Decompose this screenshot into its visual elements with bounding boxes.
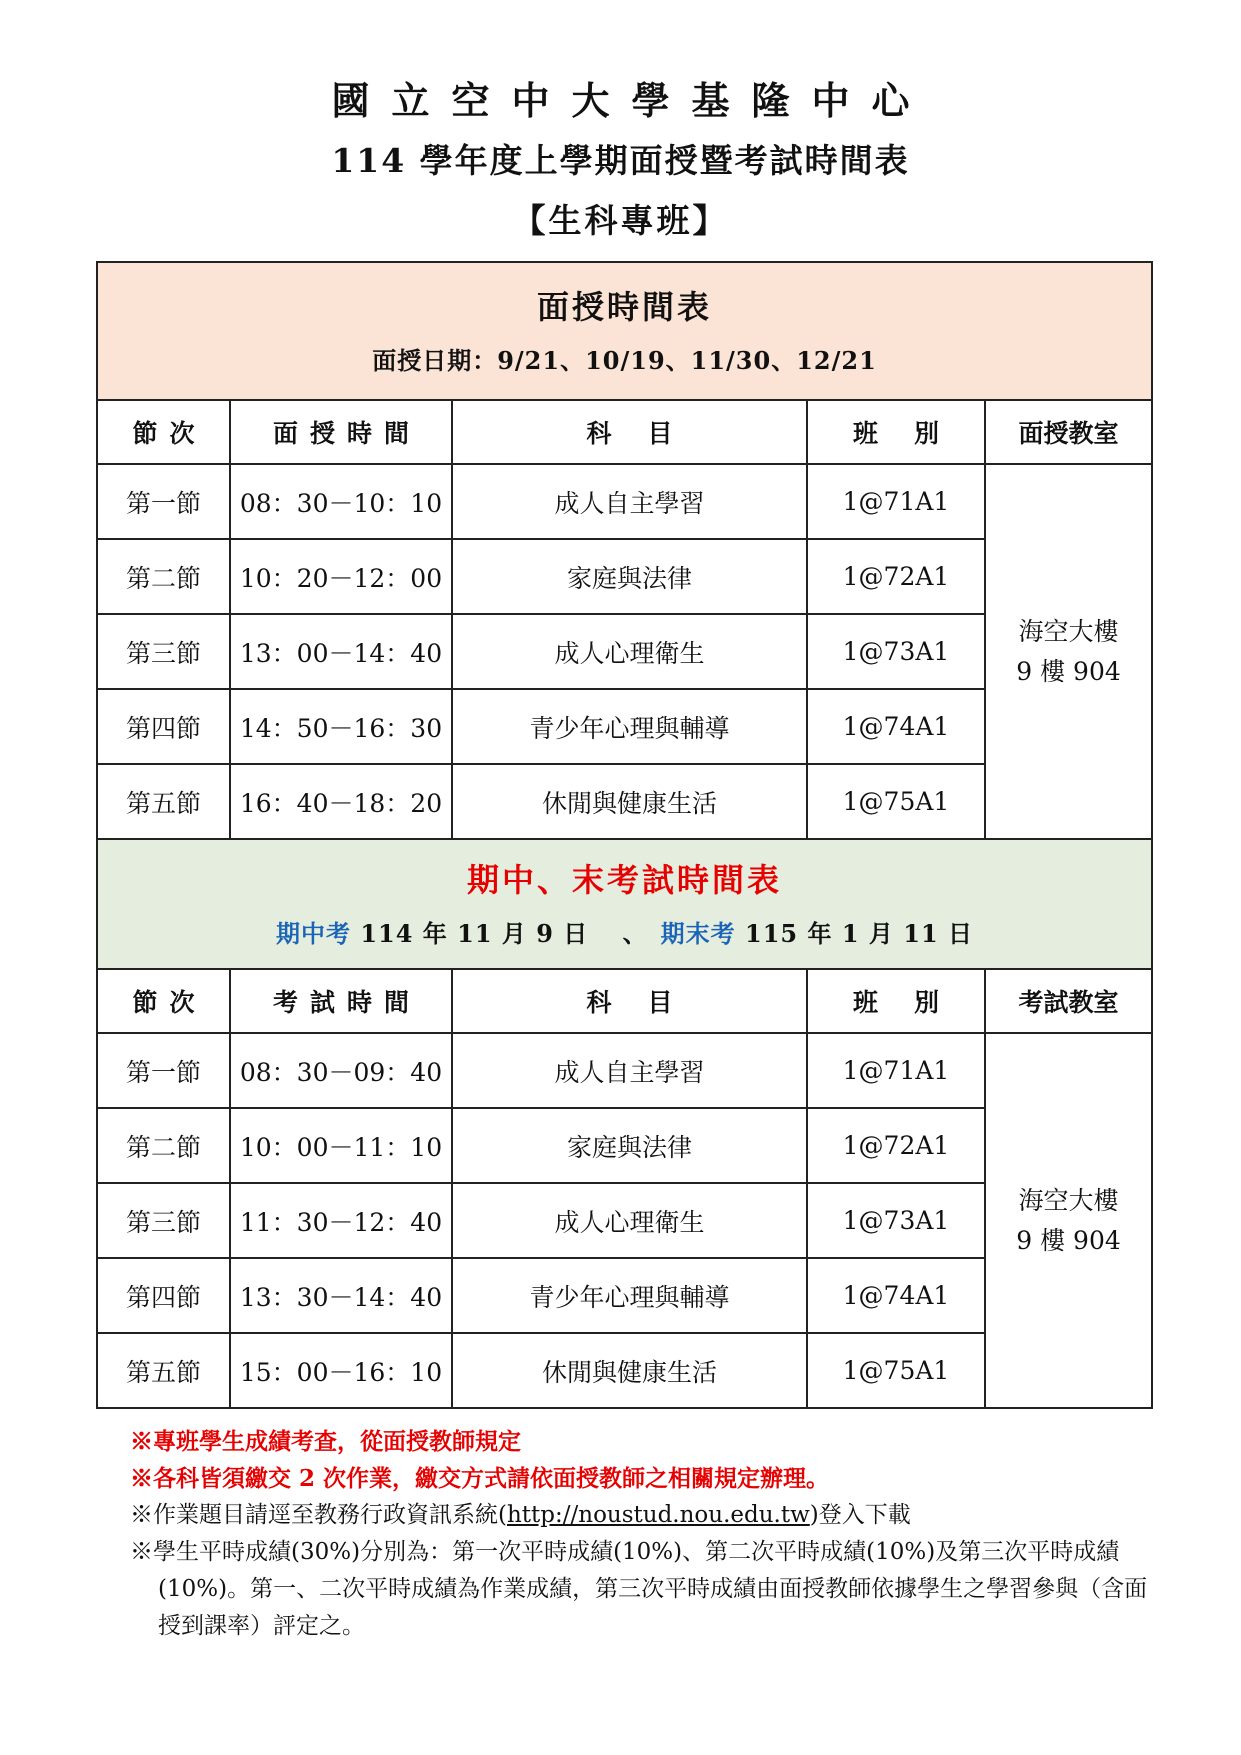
time-cell: 08：30－10：10 — [230, 464, 452, 539]
room-building: 海空大樓 — [1018, 1185, 1119, 1215]
class-cell: 1@74A1 — [807, 1258, 985, 1333]
class-cell: 1@71A1 — [807, 1033, 985, 1108]
room-number: 9 樓 904 — [1016, 1225, 1121, 1255]
exam-section-header — [97, 839, 1152, 969]
exam-title: 期中、末考試時間表 — [466, 860, 782, 899]
midterm-label: 期中考 — [275, 918, 351, 948]
col-time: 考試時間 — [230, 969, 452, 1033]
schedule-title: 114 學年度上學期面授暨考試時間表 — [331, 141, 910, 180]
time-cell: 16：40－18：20 — [230, 764, 452, 839]
center-title: 國立空中大學基隆中心 — [331, 78, 932, 123]
room-cell — [985, 464, 1152, 839]
subject-cell: 休閒與健康生活 — [452, 1333, 807, 1408]
period-cell: 第二節 — [97, 1108, 230, 1183]
note-download-prefix: ※作業題目請逕至教務行政資訊系統( — [130, 1502, 507, 1528]
note-score: ※學生平時成績(30%)分別為：第一次平時成績(10%)、第二次平時成績(10%)及第三次平時成績(10%)。第一、二次平時成績為作業成績，第三次平時成績由面授教師依據學生之學習參與（含面授到課率）評定之。 — [130, 1539, 1148, 1639]
period-cell: 第二節 — [97, 539, 230, 614]
time-cell: 14：50－16：30 — [230, 689, 452, 764]
lecture-dates: 面授日期：9/21、10/19、11/30、12/21 — [372, 345, 877, 375]
col-class: 班別 — [807, 969, 985, 1033]
room-number: 9 樓 904 — [1016, 656, 1121, 686]
table-row — [97, 464, 1152, 539]
time-cell: 10：20－12：00 — [230, 539, 452, 614]
room-building: 海空大樓 — [1018, 616, 1119, 646]
period-cell: 第一節 — [97, 1033, 230, 1108]
class-cell: 1@72A1 — [807, 1108, 985, 1183]
lecture-title: 面授時間表 — [536, 287, 712, 326]
time-cell: 08：30－09：40 — [230, 1033, 452, 1108]
subject-cell: 家庭與法律 — [452, 539, 807, 614]
time-cell: 13：30－14：40 — [230, 1258, 452, 1333]
midterm-date: 114 年 11 月 9 日 、 — [350, 918, 661, 948]
period-cell: 第五節 — [97, 1333, 230, 1408]
subject-cell: 家庭與法律 — [452, 1108, 807, 1183]
class-cell: 1@75A1 — [807, 1333, 985, 1408]
col-class: 班別 — [807, 400, 985, 464]
period-cell: 第五節 — [97, 764, 230, 839]
program-title: 【生科專班】 — [512, 201, 729, 240]
table-row — [97, 1033, 1152, 1108]
class-cell: 1@73A1 — [807, 614, 985, 689]
period-cell: 第四節 — [97, 1258, 230, 1333]
subject-cell: 成人自主學習 — [452, 1033, 807, 1108]
period-cell: 第三節 — [97, 614, 230, 689]
time-cell: 13：00－14：40 — [230, 614, 452, 689]
class-cell: 1@72A1 — [807, 539, 985, 614]
time-cell: 10：00－11：10 — [230, 1108, 452, 1183]
note-download-suffix: )登入下載 — [809, 1502, 911, 1528]
lecture-section-header — [97, 262, 1152, 400]
final-label: 期末考 — [660, 918, 736, 948]
col-subject: 科目 — [452, 969, 807, 1033]
col-time: 面授時間 — [230, 400, 452, 464]
subject-cell: 成人自主學習 — [452, 464, 807, 539]
note-download — [130, 1497, 1170, 1534]
subject-cell: 成人心理衛生 — [452, 614, 807, 689]
col-period: 節次 — [97, 969, 230, 1033]
class-cell: 1@74A1 — [807, 689, 985, 764]
period-cell: 第三節 — [97, 1183, 230, 1258]
col-room: 面授教室 — [985, 400, 1152, 464]
exam-dates — [98, 914, 1151, 949]
lecture-header-cell — [97, 262, 1152, 400]
period-cell: 第四節 — [97, 689, 230, 764]
class-cell: 1@73A1 — [807, 1183, 985, 1258]
note-homework: ※各科皆須繳交 2 次作業，繳交方式請依面授教師之相關規定辦理。 — [130, 1465, 830, 1492]
col-period: 節次 — [97, 400, 230, 464]
system-link[interactable]: http://noustud.nou.edu.tw — [506, 1502, 810, 1528]
lecture-column-header — [97, 400, 1152, 464]
subject-cell: 青少年心理與輔導 — [452, 1258, 807, 1333]
schedule-table — [96, 261, 1153, 1409]
exam-header-cell — [97, 839, 1152, 969]
note-grading: ※專班學生成績考查，從面授教師規定 — [130, 1428, 521, 1455]
class-cell: 1@75A1 — [807, 764, 985, 839]
subject-cell: 成人心理衛生 — [452, 1183, 807, 1258]
class-cell: 1@71A1 — [807, 464, 985, 539]
col-subject: 科目 — [452, 400, 807, 464]
period-cell: 第一節 — [97, 464, 230, 539]
time-cell: 11：30－12：40 — [230, 1183, 452, 1258]
notes — [130, 1423, 1170, 1645]
final-date: 115 年 1 月 11 日 — [735, 918, 973, 948]
exam-column-header — [97, 969, 1152, 1033]
time-cell: 15：00－16：10 — [230, 1333, 452, 1408]
subject-cell: 青少年心理與輔導 — [452, 689, 807, 764]
room-cell — [985, 1033, 1152, 1408]
col-room: 考試教室 — [985, 969, 1152, 1033]
subject-cell: 休閒與健康生活 — [452, 764, 807, 839]
